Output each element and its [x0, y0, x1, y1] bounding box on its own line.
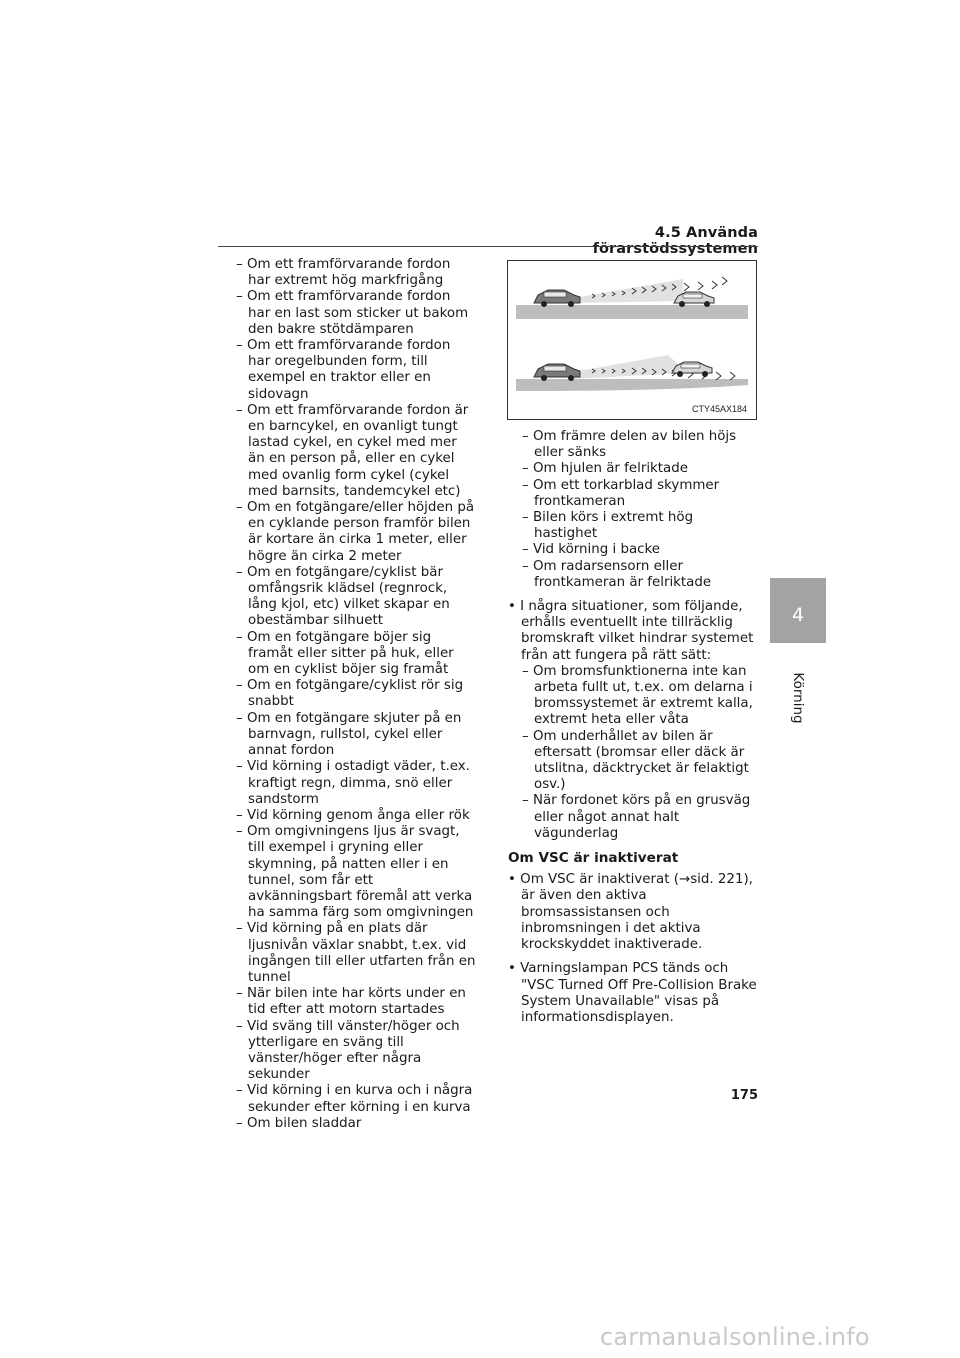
scene-straight-road	[516, 277, 748, 319]
list-item: – Om bromsfunktionerna inte kan arbeta fullt ut, t.ex. om delarna i bromssystemet är extremt kalla, extremt heta eller våta	[522, 663, 753, 728]
list-item: – Vid körning genom ånga eller rök	[236, 807, 470, 823]
chapter-tab	[770, 578, 826, 643]
watermark: carmanualsonline.info	[600, 1323, 870, 1351]
list-item: – Om radarsensorn eller frontkameran är felriktade	[522, 558, 712, 590]
scene-curved-road	[516, 355, 748, 391]
list-item: – Om en fotgängare/cyklist bär omfångsrik klädsel (regnrock, lång kjol, etc) vilket skapar en obestämbar silhuett	[236, 564, 450, 629]
list-item: – Om omgivningens ljus är svagt, till exempel i gryning eller skymning, på natten eller i en tunnel, som får ett avkänningsbart föremål att verka ha samma färg som omgivningen	[236, 824, 474, 921]
own-car-icon	[534, 290, 580, 307]
list-item: – Om främre delen av bilen höjs eller sänks	[522, 429, 737, 461]
bullet-item: • Varningslampan PCS tänds och "VSC Turned Off Pre-Collision Brake System Unavailable" visas på informationsdisplayen.	[508, 961, 757, 1025]
header-divider	[218, 246, 758, 247]
list-item: – Om underhållet av bilen är eftersatt (bromsar eller däck är utslitna, däcktrycket är felaktigt osv.)	[522, 728, 749, 793]
list-item: – Vid körning i backe	[522, 542, 661, 558]
list-item: – Om en fotgängare skjuter på en barnvagn, rullstol, cykel eller annat fordon	[236, 710, 462, 759]
list-item: – Vid körning i ostadigt väder, t.ex. kraftigt regn, dimma, snö eller sandstorm	[236, 759, 470, 807]
list-item: – Vid körning på en plats där ljusnivån växlar snabbt, t.ex. vid ingången till eller utfarten från en tunnel	[236, 921, 476, 985]
left-column	[236, 257, 476, 1132]
chapter-label: Körning	[790, 672, 806, 724]
chapter-header: 4.5 Använda förarstödssystemen	[592, 225, 758, 257]
list-item: – Om ett framförvarande fordon är en barncykel, en ovanligt tungt lastad cykel, en cykel med mer än en person på, eller en cykel med ovanlig form cykel (cykel med barnsits, tandemcykel etc)	[236, 402, 469, 499]
section-heading: Om VSC är inaktiverat	[508, 850, 679, 867]
own-car-icon	[534, 364, 580, 381]
right-column	[508, 429, 758, 1026]
list-item: – Om en fotgängare/eller höjden på en cyklande person framför bilen är kortare än cirka 1 meter, eller högre än cirka 2 meter	[236, 500, 475, 564]
list-item: – Om ett framförvarande fordon har extremt hög markfrigång	[236, 257, 451, 289]
radar-illustration-svg	[508, 261, 756, 419]
list-item: – Bilen körs i extremt hög hastighet	[522, 510, 694, 542]
list-item: – När fordonet körs på en grusväg eller något annat halt vägunderlag	[522, 793, 751, 841]
list-item: – Om en fotgängare/cyklist rör sig snabbt	[236, 678, 464, 710]
chapter-number: 4	[791, 604, 805, 626]
list-item: – Om ett torkarblad skymmer frontkameran	[522, 477, 720, 509]
list-item: – Om hjulen är felriktade	[522, 461, 689, 477]
list-item: – Vid körning i en kurva och i några sekunder efter körning i en kurva	[236, 1083, 473, 1115]
list-item: – Om ett framförvarande fordon har en last som sticker ut bakom den bakre stötdämparen	[236, 289, 469, 337]
page-number: 175	[730, 1088, 758, 1103]
bullet-item: • I några situationer, som följande, erhålls eventuellt inte tillräcklig bromskraft vilket hindrar systemet från att fungera på rätt sätt:	[508, 599, 754, 663]
illustration-radar-detection	[507, 260, 757, 420]
list-item: – Om bilen sladdar	[236, 1115, 362, 1131]
list-item: – Om en fotgängare böjer sig framåt eller sitter på huk, eller om en cyklist böjer sig framåt	[236, 629, 454, 678]
figure-code: CTY45AX184	[691, 404, 747, 414]
list-item: – Vid sväng till vänster/höger och ytterligare en sväng till vänster/höger efter några sekunder	[236, 1018, 460, 1083]
bullet-item: • Om VSC är inaktiverat (→sid. 221), är även den aktiva bromsassistansen och inbromsningen i det aktiva krockskyddet inaktiverade.	[508, 872, 753, 953]
list-item: – När bilen inte har körts under en tid efter att motorn startades	[236, 986, 466, 1018]
list-item: – Om ett framförvarande fordon har oregelbunden form, till exempel en traktor eller en sidovagn	[236, 338, 451, 402]
